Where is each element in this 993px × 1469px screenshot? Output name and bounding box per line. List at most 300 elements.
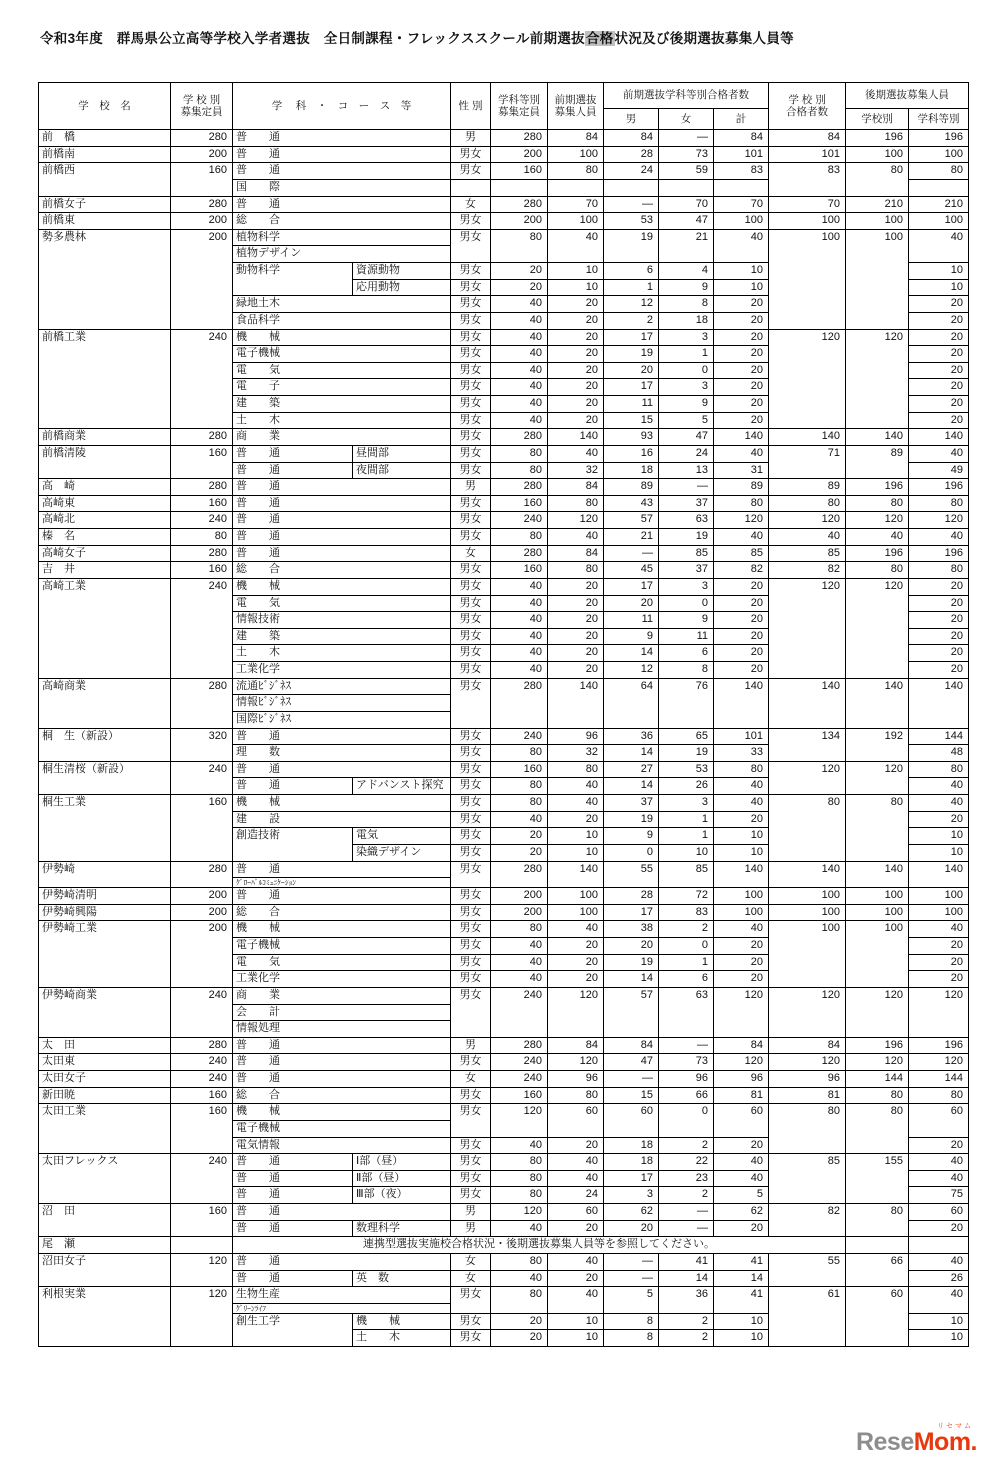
table-row	[39, 1204, 969, 1221]
course-cell: 数理科学	[353, 1220, 451, 1237]
col-header-school-pass: 学 校 別 合格者数	[769, 83, 846, 130]
female-pass-cell: 0	[659, 362, 714, 379]
dept-quota-cell: 120	[491, 1204, 548, 1221]
early-recruit-cell: 40	[548, 795, 604, 812]
female-pass-cell: ―	[659, 130, 714, 147]
dept-cell: 情報処理	[233, 1021, 451, 1038]
female-pass-cell: 10	[659, 844, 714, 861]
school-pass-cell: 82	[769, 1204, 846, 1237]
dept-cell: 普 通	[233, 1270, 353, 1287]
early-recruit-cell: 40	[548, 229, 604, 262]
total-pass-cell: 40	[714, 1154, 769, 1171]
dept-cell: 普 通	[233, 445, 353, 462]
gender-cell: 女	[451, 545, 491, 562]
school-quota-cell	[171, 1237, 233, 1254]
late-dept-cell: 40	[909, 1154, 969, 1171]
total-pass-cell: 20	[714, 645, 769, 662]
dept-quota-cell: 40	[491, 396, 548, 413]
school-pass-cell: 40	[769, 529, 846, 546]
dept-cell: 普 通	[233, 130, 451, 147]
gender-cell: 男女	[451, 645, 491, 662]
gender-cell: 男女	[451, 462, 491, 479]
table-row	[39, 329, 969, 346]
school-quota-cell: 240	[171, 987, 233, 1037]
male-pass-cell	[604, 179, 659, 196]
table-row	[39, 1054, 969, 1071]
female-pass-cell: 26	[659, 778, 714, 795]
female-pass-cell: 37	[659, 495, 714, 512]
dept-cell: 総 合	[233, 562, 451, 579]
gender-cell: 男女	[451, 412, 491, 429]
early-recruit-cell: 40	[548, 529, 604, 546]
school-name-cell: 桐生工業	[39, 795, 171, 862]
table-row	[39, 1287, 969, 1304]
late-dept-cell: 20	[909, 346, 969, 363]
gender-cell: 男女	[451, 146, 491, 163]
female-pass-cell: 1	[659, 811, 714, 828]
late-dept-cell: 20	[909, 612, 969, 629]
male-pass-cell: 6	[604, 263, 659, 280]
gender-cell: 女	[451, 196, 491, 213]
dept-quota-cell: 20	[491, 1313, 548, 1330]
early-recruit-cell: 80	[548, 163, 604, 180]
female-pass-cell: 37	[659, 562, 714, 579]
school-name-cell: 前橋清陵	[39, 445, 171, 478]
late-dept-cell: 80	[909, 163, 969, 180]
gender-cell: 男女	[451, 1170, 491, 1187]
early-recruit-cell: 20	[548, 811, 604, 828]
late-dept-cell: 20	[909, 362, 969, 379]
total-pass-cell: 70	[714, 196, 769, 213]
male-pass-cell: ―	[604, 196, 659, 213]
early-recruit-cell	[548, 179, 604, 196]
early-recruit-cell: 140	[548, 429, 604, 446]
late-dept-cell: 20	[909, 1220, 969, 1237]
dept-cell: ｸﾞﾛｰﾊﾞﾙｺﾐｭﾆｹｰｼｮﾝ	[233, 878, 451, 888]
school-quota-cell: 240	[171, 578, 233, 678]
female-pass-cell: 65	[659, 728, 714, 745]
school-name-cell: 伊勢崎興陽	[39, 904, 171, 921]
school-name-cell: 前橋東	[39, 213, 171, 230]
dept-quota-cell: 20	[491, 279, 548, 296]
male-pass-cell: 84	[604, 130, 659, 147]
late-dept-cell: 144	[909, 728, 969, 745]
gender-cell: 男女	[451, 312, 491, 329]
school-quota-cell: 280	[171, 861, 233, 888]
course-cell: 夜間部	[353, 462, 451, 479]
male-pass-cell: 37	[604, 795, 659, 812]
dept-cell: 普 通	[233, 1170, 353, 1187]
late-school-cell: 120	[846, 1054, 909, 1071]
gender-cell: 男女	[451, 1154, 491, 1171]
late-school-cell: 196	[846, 1037, 909, 1054]
dept-cell: 普 通	[233, 462, 353, 479]
dept-quota-cell: 80	[491, 1170, 548, 1187]
school-name-cell: 伊勢崎	[39, 861, 171, 888]
late-dept-cell: 20	[909, 312, 969, 329]
note-cell: 連携型選抜実施校合格状況・後期選抜募集人員等を参照してください。	[233, 1237, 846, 1254]
school-pass-cell: 80	[769, 795, 846, 862]
course-cell: Ⅱ部（昼）	[353, 1170, 451, 1187]
early-recruit-cell: 100	[548, 904, 604, 921]
school-pass-cell: 84	[769, 130, 846, 147]
gender-cell: 男女	[451, 778, 491, 795]
male-pass-cell: 89	[604, 479, 659, 496]
gender-cell: 男女	[451, 1287, 491, 1314]
early-recruit-cell: 20	[548, 312, 604, 329]
late-dept-cell: 140	[909, 678, 969, 728]
dept-quota-cell: 280	[491, 545, 548, 562]
dept-quota-cell: 80	[491, 445, 548, 462]
total-pass-cell: 20	[714, 628, 769, 645]
total-pass-cell: 40	[714, 229, 769, 262]
gender-cell: 男女	[451, 429, 491, 446]
school-name-cell: 太 田	[39, 1037, 171, 1054]
male-pass-cell: 14	[604, 971, 659, 988]
total-pass-cell: 84	[714, 1037, 769, 1054]
school-name-cell: 尾 瀬	[39, 1237, 171, 1254]
gender-cell: 男女	[451, 1137, 491, 1154]
male-pass-cell: 62	[604, 1204, 659, 1221]
school-pass-cell: 120	[769, 578, 846, 678]
female-pass-cell: 3	[659, 329, 714, 346]
total-pass-cell: 20	[714, 612, 769, 629]
total-pass-cell: 40	[714, 1170, 769, 1187]
late-school-cell: 196	[846, 479, 909, 496]
school-name-cell: 榛 名	[39, 529, 171, 546]
early-recruit-cell: 80	[548, 495, 604, 512]
early-recruit-cell: 10	[548, 263, 604, 280]
gender-cell: 男女	[451, 495, 491, 512]
table-row	[39, 196, 969, 213]
dept-cell: ｸﾞﾘｰﾝﾗｲﾌ	[233, 1303, 451, 1313]
male-pass-cell: 17	[604, 1170, 659, 1187]
late-dept-cell: 48	[909, 745, 969, 762]
dept-cell: 食品科学	[233, 312, 451, 329]
gender-cell	[451, 179, 491, 196]
dept-quota-cell: 200	[491, 146, 548, 163]
school-pass-cell: 81	[769, 1087, 846, 1104]
early-recruit-cell: 20	[548, 578, 604, 595]
dept-cell: 商 業	[233, 987, 451, 1004]
course-cell: 機 械	[353, 1313, 451, 1330]
page-title	[40, 27, 794, 47]
early-recruit-cell: 40	[548, 445, 604, 462]
late-dept-cell: 40	[909, 1253, 969, 1270]
dept-cell: 会 計	[233, 1004, 451, 1021]
late-dept-cell: 196	[909, 545, 969, 562]
school-quota-cell: 240	[171, 329, 233, 429]
total-pass-cell: 100	[714, 213, 769, 230]
early-recruit-cell: 20	[548, 412, 604, 429]
female-pass-cell: 63	[659, 512, 714, 529]
female-pass-cell: 70	[659, 196, 714, 213]
dept-quota-cell: 40	[491, 811, 548, 828]
female-pass-cell: 0	[659, 1104, 714, 1137]
late-dept-cell	[909, 179, 969, 196]
dept-quota-cell: 80	[491, 229, 548, 262]
female-pass-cell: 73	[659, 146, 714, 163]
dept-cell: 普 通	[233, 761, 451, 778]
early-recruit-cell: 20	[548, 595, 604, 612]
gender-cell: 男女	[451, 1313, 491, 1330]
early-recruit-cell: 84	[548, 130, 604, 147]
col-header-dept-quota: 学科等別 募集定員	[491, 83, 548, 130]
school-pass-cell: 89	[769, 479, 846, 496]
male-pass-cell: 17	[604, 379, 659, 396]
female-pass-cell: 73	[659, 1054, 714, 1071]
late-school-cell: 40	[846, 529, 909, 546]
table-row	[39, 562, 969, 579]
school-pass-cell: 100	[769, 904, 846, 921]
early-recruit-cell: 20	[548, 1220, 604, 1237]
total-pass-cell: 20	[714, 379, 769, 396]
table-row	[39, 1037, 969, 1054]
female-pass-cell: 6	[659, 971, 714, 988]
male-pass-cell: 55	[604, 861, 659, 888]
gender-cell: 男女	[451, 213, 491, 230]
table-row	[39, 529, 969, 546]
early-recruit-cell: 100	[548, 888, 604, 905]
dept-cell: 電 気	[233, 954, 451, 971]
late-school-cell: 120	[846, 987, 909, 1037]
table-row	[39, 495, 969, 512]
dept-quota-cell: 40	[491, 1220, 548, 1237]
total-pass-cell: 60	[714, 1104, 769, 1137]
total-pass-cell: 10	[714, 1313, 769, 1330]
table-row	[39, 213, 969, 230]
course-cell: 昼間部	[353, 445, 451, 462]
female-pass-cell: 2	[659, 1330, 714, 1347]
early-recruit-cell: 10	[548, 1313, 604, 1330]
dept-cell: 普 通	[233, 163, 451, 180]
early-recruit-cell: 60	[548, 1204, 604, 1221]
late-dept-cell: 10	[909, 1330, 969, 1347]
gender-cell: 男女	[451, 229, 491, 262]
male-pass-cell: 20	[604, 1220, 659, 1237]
school-quota-cell: 320	[171, 728, 233, 761]
col-header-male: 男	[604, 109, 659, 130]
late-dept-cell: 40	[909, 1170, 969, 1187]
male-pass-cell: 36	[604, 728, 659, 745]
male-pass-cell: ―	[604, 1071, 659, 1088]
male-pass-cell: 15	[604, 1087, 659, 1104]
female-pass-cell: 2	[659, 1313, 714, 1330]
male-pass-cell: 18	[604, 462, 659, 479]
gender-cell: 男女	[451, 987, 491, 1037]
course-cell: 英 数	[353, 1270, 451, 1287]
school-quota-cell: 280	[171, 545, 233, 562]
dept-cell: 普 通	[233, 1220, 353, 1237]
late-dept-cell: 10	[909, 844, 969, 861]
early-recruit-cell: 84	[548, 479, 604, 496]
school-pass-cell: 120	[769, 329, 846, 429]
male-pass-cell: 27	[604, 761, 659, 778]
gender-cell: 男女	[451, 811, 491, 828]
total-pass-cell: 101	[714, 728, 769, 745]
late-school-cell: 100	[846, 888, 909, 905]
total-pass-cell: 80	[714, 761, 769, 778]
dept-cell: 建 設	[233, 811, 451, 828]
school-quota-cell: 160	[171, 795, 233, 862]
resemom-logo-kana: リセマム	[937, 1423, 973, 1430]
school-pass-cell: 100	[769, 888, 846, 905]
gender-cell: 男女	[451, 938, 491, 955]
late-dept-cell: 40	[909, 445, 969, 462]
total-pass-cell: 120	[714, 512, 769, 529]
dept-cell: 建 築	[233, 628, 451, 645]
early-recruit-cell: 40	[548, 1170, 604, 1187]
early-recruit-cell: 10	[548, 1330, 604, 1347]
total-pass-cell: 10	[714, 263, 769, 280]
late-school-cell: 120	[846, 761, 909, 794]
gender-cell: 男女	[451, 861, 491, 888]
female-pass-cell: 9	[659, 612, 714, 629]
gender-cell: 男女	[451, 1087, 491, 1104]
school-pass-cell: 140	[769, 678, 846, 728]
dept-quota-cell: 80	[491, 529, 548, 546]
male-pass-cell: 0	[604, 844, 659, 861]
dept-cell: 普 通	[233, 146, 451, 163]
dept-cell: 普 通	[233, 1054, 451, 1071]
late-dept-cell: 140	[909, 861, 969, 888]
late-dept-cell: 20	[909, 628, 969, 645]
late-school-cell: 140	[846, 678, 909, 728]
dept-cell: 電気情報	[233, 1137, 451, 1154]
school-name-cell: 前橋工業	[39, 329, 171, 429]
female-pass-cell: 11	[659, 628, 714, 645]
gender-cell: 男女	[451, 662, 491, 679]
resemom-logo-rese: Rese	[855, 1428, 914, 1456]
school-quota-cell: 200	[171, 213, 233, 230]
male-pass-cell: 19	[604, 229, 659, 262]
dept-cell: 機 械	[233, 329, 451, 346]
male-pass-cell: 20	[604, 362, 659, 379]
female-pass-cell: 1	[659, 346, 714, 363]
late-school-cell: 100	[846, 229, 909, 329]
late-school-cell: 196	[846, 545, 909, 562]
dept-cell: 機 械	[233, 921, 451, 938]
school-quota-cell: 200	[171, 146, 233, 163]
late-dept-cell: 60	[909, 1104, 969, 1137]
late-school-cell: 100	[846, 146, 909, 163]
male-pass-cell: 18	[604, 1137, 659, 1154]
male-pass-cell: 28	[604, 146, 659, 163]
late-dept-cell: 40	[909, 529, 969, 546]
dept-quota-cell: 80	[491, 1187, 548, 1204]
gender-cell: 男女	[451, 362, 491, 379]
early-recruit-cell: 70	[548, 196, 604, 213]
dept-quota-cell: 20	[491, 828, 548, 845]
dept-quota-cell: 40	[491, 1270, 548, 1287]
dept-cell: 普 通	[233, 778, 353, 795]
dept-quota-cell: 40	[491, 412, 548, 429]
school-name-cell: 太田フレックス	[39, 1154, 171, 1204]
gender-cell: 男女	[451, 904, 491, 921]
dept-quota-cell: 40	[491, 578, 548, 595]
dept-quota-cell: 40	[491, 954, 548, 971]
late-dept-cell: 20	[909, 379, 969, 396]
late-school-cell: 100	[846, 904, 909, 921]
early-recruit-cell: 100	[548, 146, 604, 163]
female-pass-cell: 3	[659, 578, 714, 595]
female-pass-cell: 0	[659, 595, 714, 612]
female-pass-cell: ―	[659, 479, 714, 496]
late-school-cell: 100	[846, 213, 909, 230]
school-quota-cell: 200	[171, 229, 233, 329]
dept-quota-cell: 200	[491, 213, 548, 230]
late-dept-cell: 120	[909, 512, 969, 529]
dept-quota-cell: 240	[491, 987, 548, 1037]
school-pass-cell: 100	[769, 229, 846, 329]
dept-quota-cell: 80	[491, 1154, 548, 1171]
female-pass-cell: 41	[659, 1253, 714, 1270]
school-pass-cell: 83	[769, 163, 846, 196]
dept-cell: 総 合	[233, 213, 451, 230]
course-cell: 染織デザイン	[353, 844, 451, 861]
dept-cell: 普 通	[233, 1071, 451, 1088]
late-dept-cell: 40	[909, 1287, 969, 1314]
dept-quota-cell: 40	[491, 362, 548, 379]
late-school-cell: 140	[846, 429, 909, 446]
school-pass-cell: 71	[769, 445, 846, 478]
total-pass-cell: 89	[714, 479, 769, 496]
dept-quota-cell: 40	[491, 346, 548, 363]
late-school-cell: 210	[846, 196, 909, 213]
female-pass-cell: 1	[659, 954, 714, 971]
school-name-cell: 前 橋	[39, 130, 171, 147]
male-pass-cell: 53	[604, 213, 659, 230]
dept-cell: 電 気	[233, 362, 451, 379]
gender-cell: 男女	[451, 921, 491, 938]
school-pass-cell: 100	[769, 213, 846, 230]
school-name-cell: 前橋商業	[39, 429, 171, 446]
dept-quota-cell: 280	[491, 678, 548, 728]
late-dept-cell: 144	[909, 1071, 969, 1088]
male-pass-cell: 12	[604, 662, 659, 679]
male-pass-cell: 1	[604, 279, 659, 296]
total-pass-cell: 20	[714, 396, 769, 413]
late-dept-cell: 100	[909, 888, 969, 905]
school-quota-cell: 280	[171, 196, 233, 213]
late-school-cell: 144	[846, 1071, 909, 1088]
school-name-cell: 伊勢崎工業	[39, 921, 171, 988]
school-quota-cell: 280	[171, 130, 233, 147]
total-pass-cell: 20	[714, 346, 769, 363]
late-school-cell: 80	[846, 163, 909, 196]
female-pass-cell: 53	[659, 761, 714, 778]
school-quota-cell: 200	[171, 921, 233, 988]
late-school-cell: 60	[846, 1287, 909, 1347]
school-name-cell: 前橋女子	[39, 196, 171, 213]
dept-quota-cell: 280	[491, 196, 548, 213]
male-pass-cell: 57	[604, 987, 659, 1037]
late-dept-cell: 40	[909, 921, 969, 938]
late-school-cell: 155	[846, 1154, 909, 1204]
course-cell: アドバンスト探究	[353, 778, 451, 795]
dept-quota-cell: 160	[491, 163, 548, 180]
table-row	[39, 1253, 969, 1270]
female-pass-cell: 8	[659, 662, 714, 679]
dept-quota-cell: 40	[491, 595, 548, 612]
dept-quota-cell: 40	[491, 1137, 548, 1154]
school-quota-cell: 160	[171, 495, 233, 512]
dept-cell: 工業化学	[233, 971, 451, 988]
dept-cell: 普 通	[233, 1037, 451, 1054]
early-recruit-cell: 20	[548, 954, 604, 971]
dept-cell: 建 築	[233, 396, 451, 413]
school-name-cell: 高崎北	[39, 512, 171, 529]
